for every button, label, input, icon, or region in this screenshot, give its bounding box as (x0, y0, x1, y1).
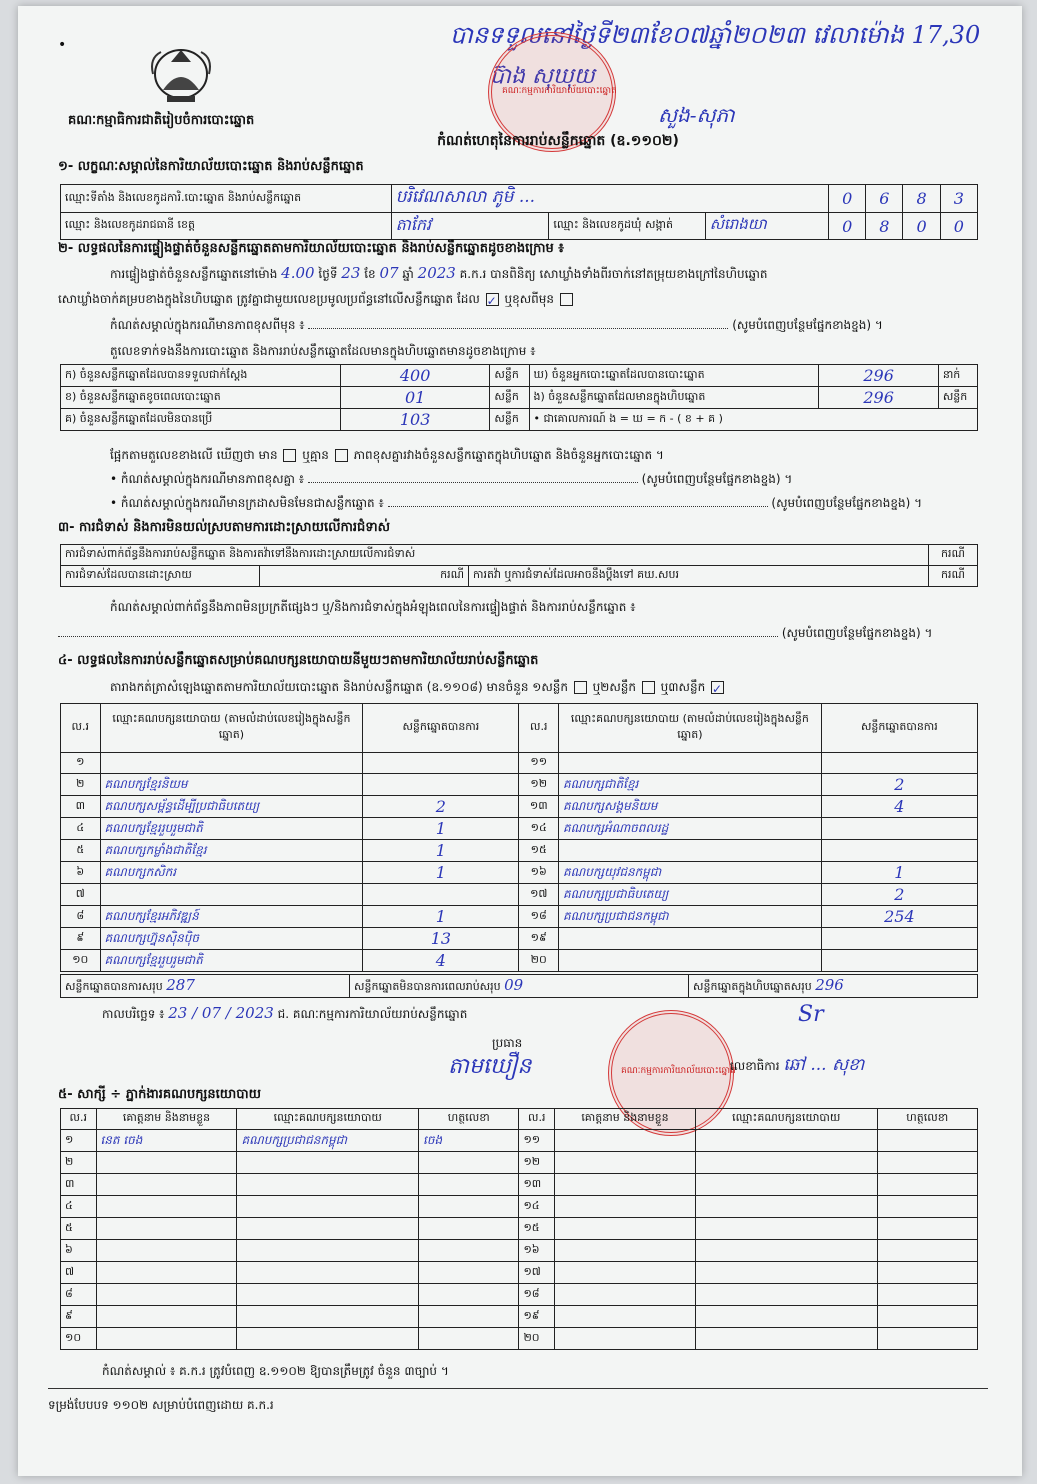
remark-hint-1: (សូមបំពេញបន្ថែមផ្នែកខាងខ្នង) ។ (732, 318, 883, 332)
box-total-value: 296 (815, 976, 844, 994)
stamp-text-top: គណៈកម្មការការិយាល័យបោះឆ្នោត (502, 86, 617, 96)
result-votes-cell: 1 (435, 907, 446, 926)
result-votes-cell: 2 (894, 775, 905, 794)
witness-no-cell: ១២ (523, 1154, 541, 1168)
commune-label: ឈ្មោះ និងលេខកូដឃុំ សង្កាត់ (549, 213, 705, 240)
province-label: ឈ្មោះ និងលេខកូដរាជធានី ខេត្ត (61, 213, 392, 240)
result-no-cell: ១២ (530, 776, 548, 790)
witness-col-no-left: ល.រ (61, 1109, 97, 1130)
ballot-counts-table (60, 364, 978, 431)
row-a-unit: សន្លឹក (490, 365, 529, 387)
verification-month: 07 (379, 264, 399, 282)
witness-no-cell: ៨ (65, 1286, 73, 1300)
remark-discrepancy-hint: (សូមបំពេញបន្ថែមផ្នែកខាងខ្នង) ។ (641, 472, 793, 486)
result-party-cell: គណបក្សកម្លាំងជាតិខ្មែរ (104, 842, 207, 857)
result-party-cell: គណបក្សខ្មែរអភិវឌ្ឍន៍ (104, 908, 199, 923)
incorrect-checkbox[interactable] (560, 293, 573, 306)
verification-year: 2023 (417, 264, 456, 282)
commune-code-1: 0 (829, 213, 866, 240)
section-2-heading: ២- លទ្ធផលនៃការផ្ទៀងផ្ទាត់ចំនួនសន្លឹកឆ្នោតតាមការិយាល័យបោះឆ្នោត និងរាប់សន្លឹកឆ្នោតដូចខាងក្រោម ៖ (58, 241, 564, 256)
corner-mark: • (58, 37, 67, 53)
col-no-left: ល.រ (61, 704, 101, 753)
row-c-value: 103 (399, 410, 431, 429)
witness-no-cell: ៩ (65, 1308, 73, 1322)
witness-no-cell: ៤ (65, 1198, 73, 1212)
row-a-value: 400 (399, 366, 431, 385)
witness-col-party-left: ឈ្មោះគណបក្សនយោបាយ (237, 1109, 419, 1130)
result-votes-cell: 4 (894, 797, 905, 816)
result-party-cell: គណបក្សខ្មែរនិយម (104, 776, 188, 791)
commune-code-4: 0 (940, 213, 977, 240)
verification-time: 4.00 (281, 264, 315, 282)
result-no-cell: ១៨ (530, 908, 547, 922)
witness-row (61, 1218, 978, 1240)
result-votes-cell: 1 (435, 819, 446, 838)
verification-day: 23 (341, 264, 361, 282)
remark-doubtful-hint: (សូមបំពេញបន្ថែមផ្នែកខាងខ្នង) ។ (771, 496, 922, 510)
discrepancy-text-b: ឬគ្មាន (302, 448, 329, 462)
result-no-cell: ៦ (76, 864, 85, 878)
two-sheets-label: ឬ២សន្លឹក (592, 680, 637, 694)
station-value: បរិវេណសាលា ភូមិ ... (395, 187, 536, 207)
witness-body (61, 1130, 978, 1350)
remark-line-1 (110, 318, 990, 332)
footer-divider (48, 1388, 988, 1389)
section-5-heading: ៥- សាក្សី ÷ ភ្នាក់ងារគណបក្សនយោបាយ (58, 1087, 261, 1102)
complaints-remark: កំណត់សម្គាល់ពាក់ព័ន្ធនឹងភាពមិនប្រក្រតីផ្សេងៗ ឬ/និងការជំទាស់ក្នុងអំឡុងពេលនៃការផ្ទៀងផ្ទាត់ និងការរាប់សន្លឹកឆ្នោត ៖ (110, 600, 636, 614)
result-no-cell: ១១ (530, 755, 548, 768)
result-party-cell: គណបក្សខ្មែររួបរួមជាតិ (104, 820, 203, 835)
witness-no-cell: ១៥ (523, 1220, 540, 1234)
footer-instructions: ទម្រង់បែបបទ ១១០២ សម្រាប់បំពេញដោយ គ.ក.រ (48, 1398, 274, 1412)
complaints-remark-line (58, 626, 988, 640)
party-results-table (60, 703, 978, 972)
date-value: 23 / 07 / 2023 (168, 1004, 274, 1022)
result-party-cell: គណបក្សអំណាចពលរដ្ឋ (563, 820, 669, 835)
verification-time-label: ការផ្ទៀងផ្ទាត់ចំនួនសន្លឹកឆ្នោតនៅម៉ោង (110, 267, 278, 281)
nec-emblem-logo (143, 44, 219, 110)
committee-sign-label: ជ. គណៈកម្មការការិយាល័យរាប់សន្លឹកឆ្នោត (277, 1007, 468, 1021)
result-party-cell: គណបក្សហ្វ៊ុនស៊ិនប៉ិច (104, 930, 199, 945)
result-no-cell: ១៤ (530, 820, 547, 834)
two-sheets-checkbox[interactable] (642, 681, 655, 694)
box-total-label: សន្លឹកឆ្នោតក្នុងហិបឆ្នោតសរុប (693, 980, 812, 993)
complaints-row-1-unit: ករណី (929, 545, 978, 566)
result-party-cell: គណបក្សកសិករ (104, 864, 177, 879)
formula-text: • ជាគោលការណ៍ ង = ឃ = ក - ( ខ + គ ) (529, 409, 977, 431)
witness-row (61, 1306, 978, 1328)
handwritten-receiver-name: ប៊ាង សុឃុយ (490, 64, 595, 89)
row-c-unit: សន្លឹក (490, 409, 529, 431)
ballot-count-form-page (18, 6, 1022, 1476)
row-e-value: 296 (863, 388, 894, 407)
handwritten-signature-right: Sr (798, 1002, 824, 1027)
witness-col-name-left: គោត្តនាម និងនាមខ្លួន (96, 1109, 237, 1130)
results-row (61, 796, 978, 818)
station-code-3: 8 (903, 185, 940, 213)
witness-col-party-right: ឈ្មោះគណបក្សនយោបាយ (695, 1109, 877, 1130)
row-b-label: ខ) ចំនួនសន្លឹកឆ្នោតខូចពេលបោះឆ្នោត (61, 387, 341, 409)
discrepancy-no-checkbox[interactable] (335, 449, 348, 462)
witness-no-cell: ១១ (523, 1132, 541, 1146)
remark-discrepancy-label: • កំណត់សម្គាល់ក្នុងករណីមានភាពខុសគ្នា ៖ (110, 472, 305, 486)
one-sheet-checkbox[interactable] (574, 681, 587, 694)
row-e-label: ង) ចំនួនសន្លឹកឆ្នោតដែលមានក្នុងហិបឆ្នោត (529, 387, 819, 409)
result-sheet-text: តារាងកត់ត្រាសំឡេងឆ្នោតតាមការិយាល័យបោះឆ្នោត និងរាប់សន្លឹកឆ្នោត (ឧ.១១០៨) មានចំនួន ១សន្លឹក (110, 680, 568, 694)
result-no-cell: ៧ (75, 886, 85, 900)
col-votes-left: សន្លឹកឆ្នោតបានការ (363, 704, 519, 753)
form-title: កំណត់ហេតុនៃការរាប់សន្លឹកឆ្នោត (ឧ.១១០២) (437, 133, 679, 149)
row-d-unit: នាក់ (938, 365, 977, 387)
witness-no-cell: ២ (65, 1154, 74, 1168)
col-no-right: ល.រ (519, 704, 559, 753)
party-results-body (61, 753, 978, 972)
witness-sign-cell: ចេង (423, 1132, 443, 1147)
complaints-remark-hint: (សូមបំពេញបន្ថែមផ្នែកខាងខ្នង) ។ (781, 626, 933, 640)
result-party-cell: គណបក្សប្រជាធិបតេយ្យ (563, 886, 669, 901)
section-3-heading: ៣- ការជំទាស់ និងការមិនយល់ស្របតាមការដោះស្រាយលើការជំទាស់ (58, 520, 390, 535)
station-label: ឈ្មោះទីតាំង និងលេខកូដការិ.បោះឆ្នោត និងរាប់សន្លឹកឆ្នោត (61, 185, 392, 213)
col-votes-right: សន្លឹកឆ្នោតបានការ (821, 704, 977, 753)
verification-year-label: ឆ្នាំ (402, 267, 414, 281)
results-row (61, 840, 978, 862)
footnote: កំណត់សម្គាល់ ៖ គ.ក.រ ត្រូវបំពេញ ឧ.១១០២ ឱ្យបានត្រឹមត្រូវ ចំនួន ៣ច្បាប់ ។ (102, 1364, 449, 1378)
witness-row (61, 1240, 978, 1262)
witness-row (61, 1152, 978, 1174)
witness-no-cell: ២០ (523, 1330, 540, 1344)
verification-line-2-text: សោឃ្លាំងចាក់គម្របខាងក្នុងនៃហិបឆ្នោត ត្រូវគ្នាជាមួយលេខប្រមូលប្រព័ន្ធនៅលើសន្លឹកឆ្នោត ដែល (58, 292, 480, 306)
result-sheet-note (110, 680, 726, 694)
result-no-cell: ១៣ (529, 798, 548, 812)
result-no-cell: ១៧ (530, 886, 548, 900)
secretary-label: លេខាធិការ (730, 1059, 780, 1073)
result-votes-cell: 2 (894, 885, 905, 904)
witness-col-name-right: គោត្តនាម និងនាមខ្លួន (554, 1109, 695, 1130)
verification-rest: គ.ក.រ បានពិនិត្យ សោឃ្លាំងទាំងពីរចាក់នៅតម្រុយខាងក្រៅនៃហិបឆ្នោត (459, 267, 768, 281)
handwritten-receipt-note: បានទទួលនៅថ្ងៃទី២៣ខែ០៧ឆ្នាំ២០២៣ វេលាម៉ោង 17,30 (450, 21, 981, 49)
witness-no-cell: ១៩ (523, 1308, 540, 1322)
result-no-cell: ១៦ (530, 864, 547, 878)
province-value: តាកែវ (395, 215, 432, 234)
witness-row (61, 1196, 978, 1218)
results-row (61, 906, 978, 928)
valid-total-value: 287 (166, 976, 195, 994)
remark-doubtful (110, 496, 922, 510)
result-no-cell: ៨ (76, 908, 85, 922)
valid-total-label: សន្លឹកឆ្នោតបានការសរុប (65, 980, 163, 993)
witness-no-cell: ១៨ (523, 1286, 540, 1300)
result-votes-cell: 2 (435, 797, 446, 816)
secretary-signature: ឆៅ ... សុខា (783, 1055, 865, 1075)
result-no-cell: ២ (76, 776, 85, 790)
witness-col-sign-right: ហត្ថលេខា (877, 1109, 977, 1130)
results-row (61, 818, 978, 840)
result-no-cell: ១ (76, 755, 85, 768)
witness-col-no-right: ល.រ (519, 1109, 555, 1130)
result-no-cell: ៩ (76, 930, 85, 944)
witness-no-cell: ៥ (65, 1220, 73, 1234)
result-no-cell: ៥ (76, 842, 85, 856)
remark-discrepancy (110, 472, 792, 486)
station-info-table (60, 184, 978, 240)
results-row (61, 884, 978, 906)
commune-code-3: 0 (903, 213, 940, 240)
witness-table (60, 1108, 978, 1350)
section-4-heading: ៤- លទ្ធផលនៃការរាប់សន្លឹកឆ្នោតសម្រាប់គណបក្សនយោបាយនីមួយៗតាមការិយាល័យរាប់សន្លឹកឆ្នោត (58, 653, 539, 668)
incorrect-option-label: ឬខុសពីមុន (504, 292, 554, 306)
three-sheets-checkbox[interactable] (711, 681, 724, 694)
witness-row (61, 1284, 978, 1306)
section-1-heading: ១- លក្ខណៈសម្គាល់នៃការិយាល័យបោះឆ្នោត និងរាប់សន្លឹកឆ្នោត (58, 159, 364, 174)
row-b-value: 01 (404, 388, 426, 407)
stamp-text-bottom: គណៈកម្មការការិយាល័យបោះឆ្នោត (621, 1066, 736, 1076)
col-party-left: ឈ្មោះគណបក្សនយោបាយ (តាមលំដាប់លេខរៀងក្នុងសន្លឹកឆ្នោត) (100, 704, 363, 753)
handwritten-signature-top: សួង-សុភា (658, 103, 735, 127)
result-votes-cell: 1 (435, 863, 446, 882)
result-votes-cell: 1 (435, 841, 446, 860)
commune-code-2: 8 (866, 213, 903, 240)
result-no-cell: ២០ (530, 952, 547, 966)
witness-name-cell: នេត ចេង (100, 1132, 143, 1147)
result-party-cell: គណបក្សសង្គមនិយម (563, 798, 658, 813)
result-no-cell: ១០ (72, 952, 89, 966)
result-no-cell: ៤ (76, 820, 85, 834)
complaints-table (60, 544, 978, 587)
result-no-cell: ១៥ (530, 842, 547, 856)
check-mark-icon: ✓ (712, 682, 723, 696)
discrepancy-line (110, 448, 664, 462)
witness-no-cell: ១៣ (523, 1176, 542, 1190)
witness-no-cell: ៦ (65, 1242, 73, 1256)
discrepancy-yes-checkbox[interactable] (283, 449, 296, 462)
committee-name: គណៈកម្មាធិការជាតិរៀបចំការបោះឆ្នោត (68, 113, 255, 128)
chairman-signature: តាមឃឿន (448, 1054, 532, 1079)
date-line (102, 1006, 467, 1021)
results-row (61, 753, 978, 774)
results-row (61, 774, 978, 796)
complaints-row-2-label: ការជំទាស់ដែលបានដោះស្រាយ (61, 566, 260, 587)
row-e-unit: សន្លឹក (938, 387, 977, 409)
result-votes-cell: 4 (435, 951, 446, 970)
result-no-cell: ៣ (75, 798, 85, 812)
witness-no-cell: ៣ (65, 1176, 75, 1190)
correct-checkbox[interactable] (486, 293, 499, 306)
complaints-row-1-label: ការជំទាស់ពាក់ព័ន្ធនឹងការរាប់សន្លឹកឆ្នោត និងការតវ៉ាទៅនឹងការដោះស្រាយលើការជំទាស់ (61, 545, 929, 566)
result-party-cell: គណបក្សប្រជាជនកម្ពុជា (563, 908, 669, 923)
col-party-right: ឈ្មោះគណបក្សនយោបាយ (តាមលំដាប់លេខរៀងក្នុងសន្លឹកឆ្នោត) (559, 704, 822, 753)
witness-row (61, 1328, 978, 1350)
result-party-cell: គណបក្សសម្ព័ន្ធដើម្បីប្រជាធិបតេយ្យ (104, 798, 260, 813)
chairman-label: ប្រធាន (492, 1036, 523, 1050)
witness-row (61, 1174, 978, 1196)
totals-table (60, 974, 978, 998)
result-votes-cell: 254 (884, 907, 915, 926)
witness-no-cell: ១៧ (523, 1264, 541, 1278)
discrepancy-text-c: ភាពខុសគ្នារវាងចំនួនសន្លឹកឆ្នោតក្នុងហិបឆ្នោត និងចំនួនអ្នកបោះឆ្នោត ។ (353, 448, 664, 462)
station-code-2: 6 (866, 185, 903, 213)
witness-row (61, 1130, 978, 1152)
verification-line-2 (58, 292, 575, 306)
witness-party-cell: គណបក្សប្រជាជនកម្ពុជា (241, 1132, 348, 1147)
witness-row (61, 1262, 978, 1284)
date-label: កាលបរិច្ឆេទ ៖ (102, 1007, 165, 1021)
row-d-label: ឃ) ចំនួនអ្នកបោះឆ្នោតដែលបានបោះឆ្នោត (529, 365, 819, 387)
witness-no-cell: ១ (65, 1132, 74, 1146)
row-a-label: ក) ចំនួនសន្លឹកឆ្នោតដែលបានទទួលជាក់ស្តែង (61, 365, 341, 387)
witness-no-cell: ៧ (65, 1264, 75, 1278)
complaints-row-3-unit: ករណី (929, 566, 978, 587)
witness-no-cell: ១០ (65, 1330, 82, 1344)
result-votes-cell: 1 (894, 863, 905, 882)
complaints-row-3-label: ការតវ៉ា ឬការជំទាស់ដែលអាចនឹងប្តឹងទៅ គឃ.សបរ (469, 566, 929, 587)
witness-col-sign-left: ហត្ថលេខា (419, 1109, 519, 1130)
invalid-total-value: 09 (504, 976, 524, 994)
commune-value: សំរោងយា (709, 215, 767, 233)
check-mark-icon: ✓ (486, 294, 497, 308)
row-b-unit: សន្លឹក (490, 387, 529, 409)
complaints-row-2-unit: ករណី (260, 566, 469, 587)
result-no-cell: ១៩ (530, 930, 547, 944)
results-row (61, 950, 978, 972)
results-row (61, 928, 978, 950)
three-sheets-label: ឬ៣សន្លឹក (660, 680, 706, 694)
witness-no-cell: ១៦ (523, 1242, 540, 1256)
row-c-label: គ) ចំនួនសន្លឹកឆ្នោតដែលមិនបានប្រើ (61, 409, 341, 431)
remark-doubtful-label: • កំណត់សម្គាល់ក្នុងករណីមានក្រដាសមិនមែនជាសន្លឹកឆ្នោត ៖ (110, 496, 384, 510)
row-d-value: 296 (863, 366, 894, 385)
result-party-cell: គណបក្សខ្មែររួបរួមជាតិ (104, 952, 203, 967)
verification-day-label: ថ្ងៃទី (318, 267, 338, 281)
invalid-total-label: សន្លឹកឆ្នោតមិនបានការពេលរាប់សរុប (354, 980, 501, 993)
station-code-1: 0 (829, 185, 866, 213)
results-row (61, 862, 978, 884)
station-code-4: 3 (940, 185, 977, 213)
ballot-data-intro: តួលេខទាក់ទងនឹងការបោះឆ្នោត និងការរាប់សន្លឹកឆ្នោតដែលមានក្នុងហិបឆ្នោតមានដូចខាងក្រោម ៖ (110, 344, 536, 358)
result-party-cell: គណបក្សយុវជនកម្ពុជា (563, 864, 662, 879)
verification-month-label: ខែ (364, 267, 376, 281)
discrepancy-text-a: ផ្អែកតាមតួលេខខាងលើ ឃើញថា មាន (110, 448, 278, 462)
remark-label-1: កំណត់សម្គាល់ក្នុងករណីមានភាពខុសពីមុន ៖ (110, 318, 305, 332)
result-votes-cell: 13 (430, 929, 452, 948)
verification-line-1 (110, 266, 768, 281)
witness-no-cell: ១៤ (523, 1198, 540, 1212)
result-party-cell: គណបក្សជាតិខ្មែរ (563, 776, 639, 791)
